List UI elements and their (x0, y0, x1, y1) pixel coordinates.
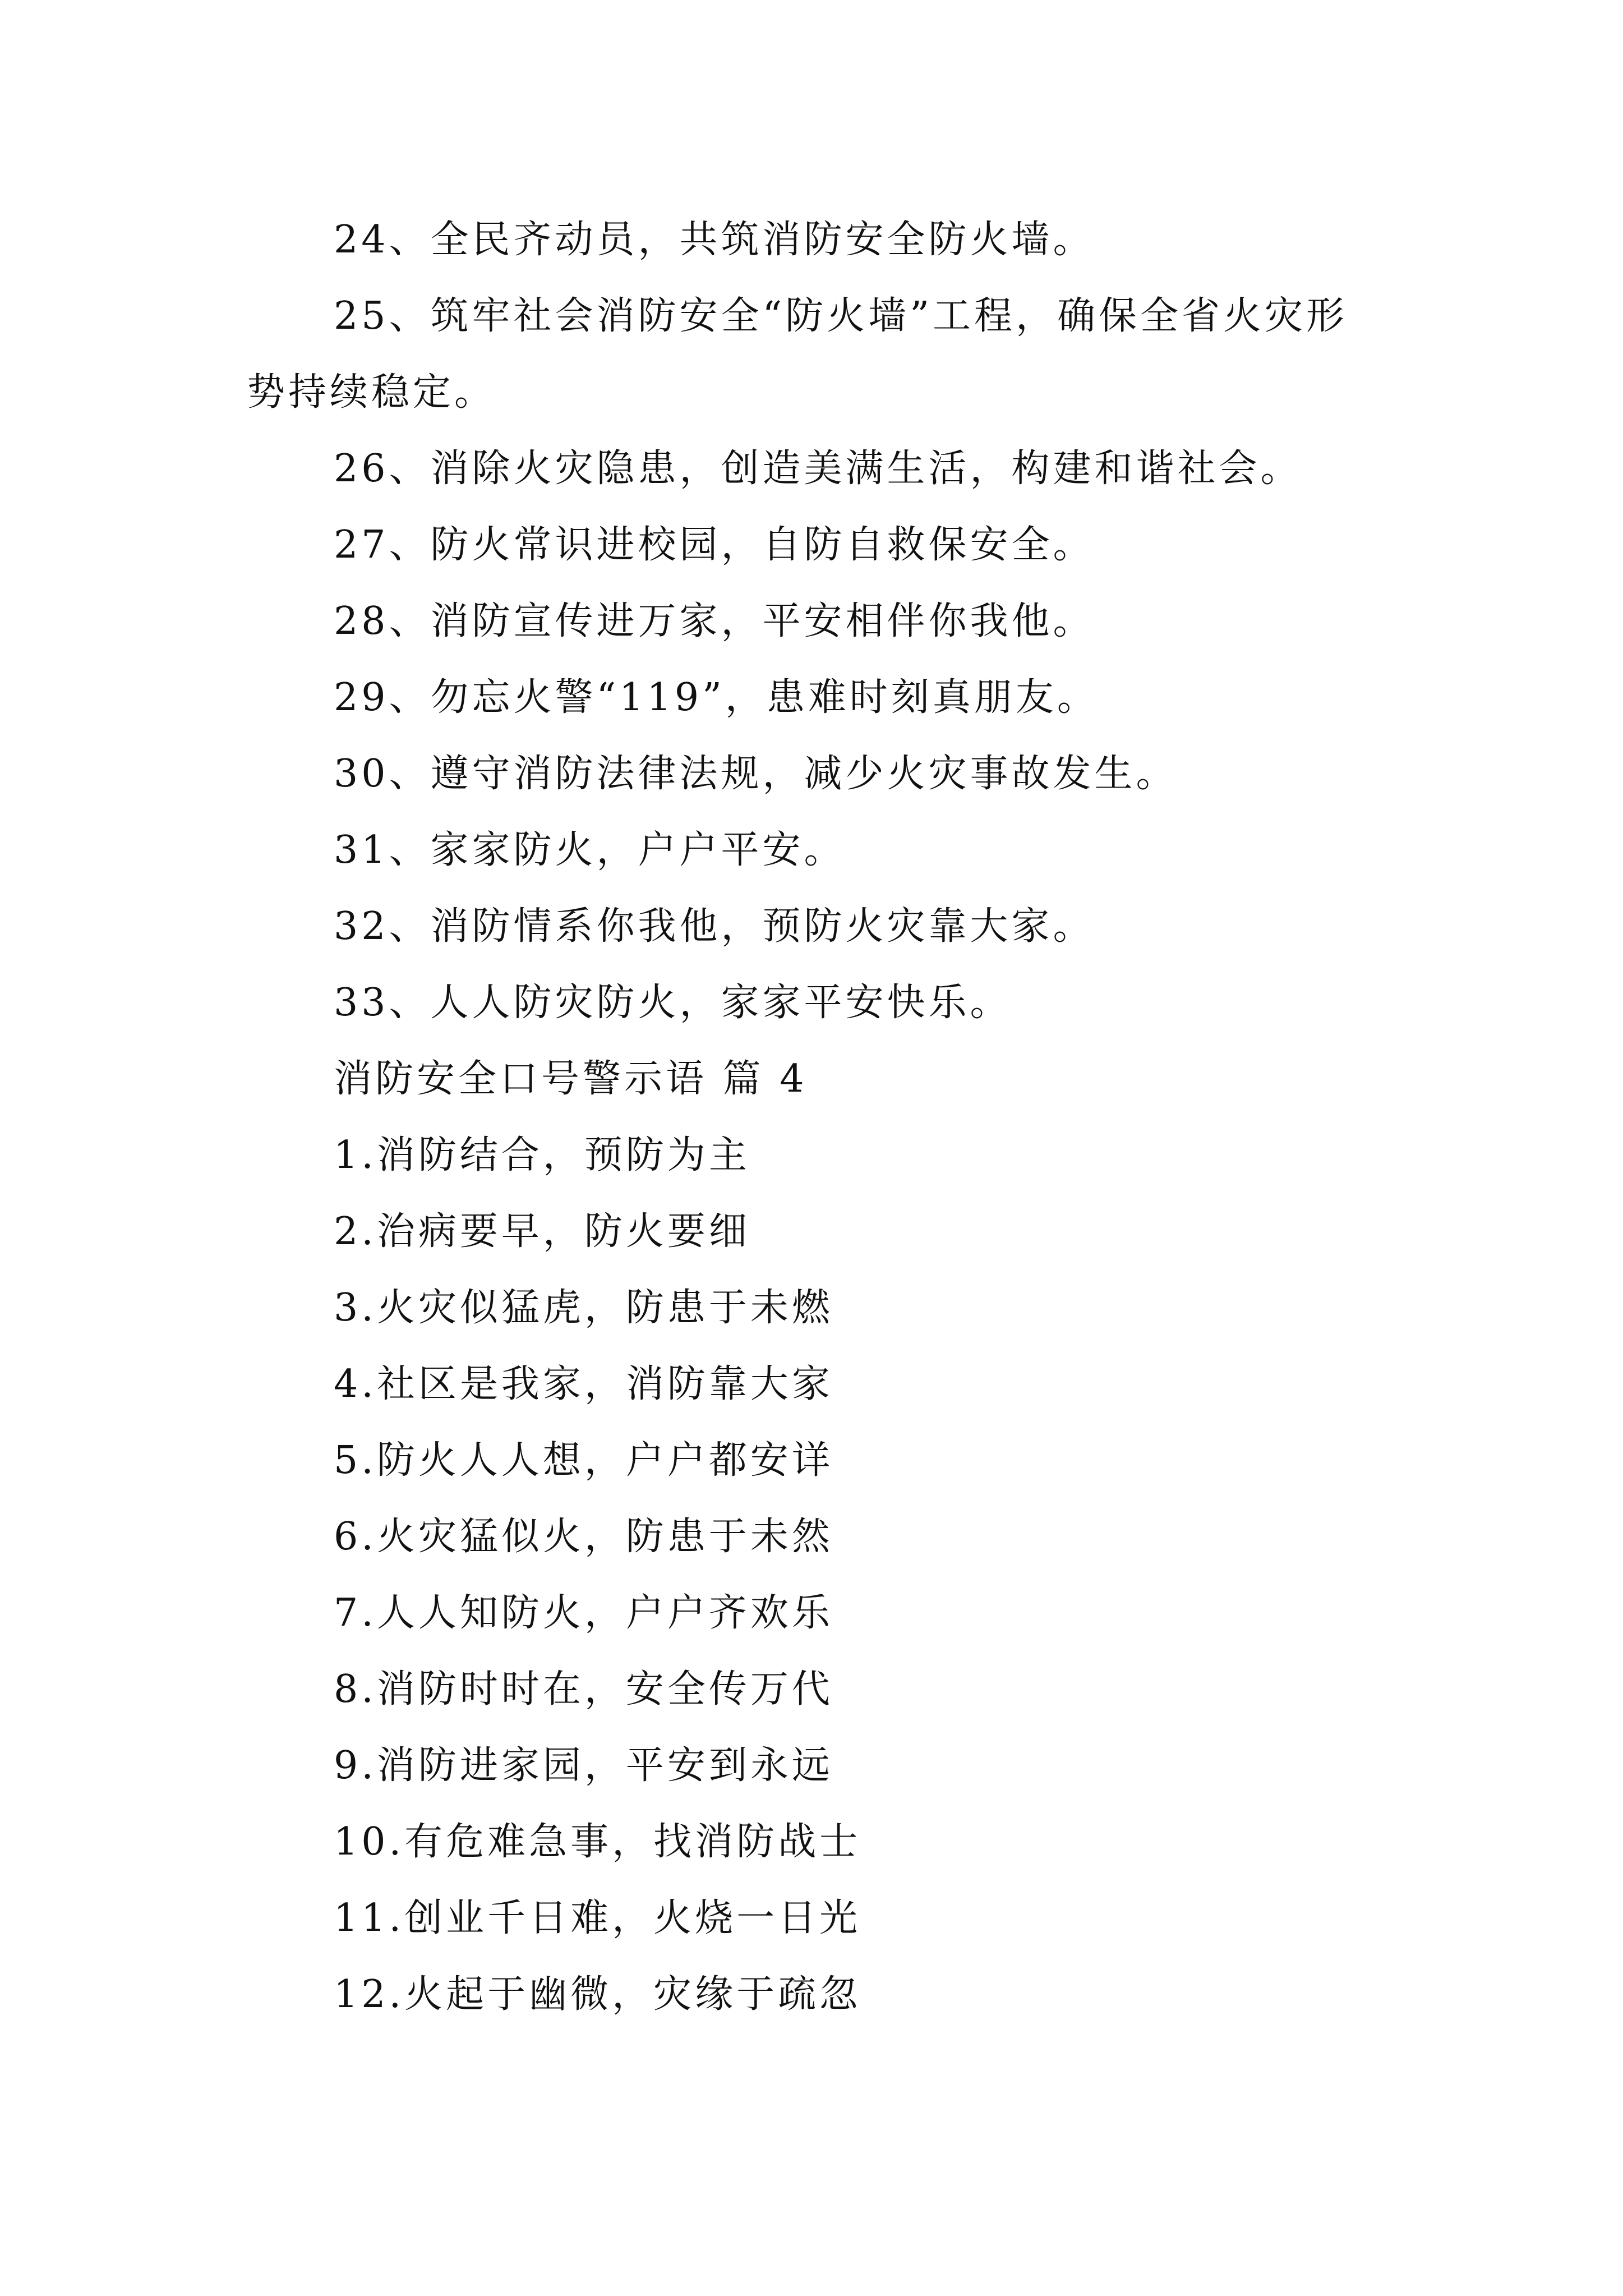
document-body (247, 202, 1391, 2033)
slogan-item: 5.防火人人想，户户都安详 (334, 1438, 833, 1483)
slogan-item: 26、消除火灾隐患，创造美满生活，构建和谐社会。 (334, 447, 1302, 491)
slogan-item: 25、筑牢社会消防安全“防火墙”工程，确保全省火灾形势持续稳定。 (247, 294, 1348, 415)
slogan-item: 29、勿忘火警“119”，患难时刻真朋友。 (334, 675, 1099, 720)
slogan-item: 33、人人防灾防火，家家平安快乐。 (334, 981, 1012, 1025)
slogan-item: 9.消防进家园，平安到永远 (334, 1743, 833, 1788)
slogan-item: 32、消防情系你我他，预防火灾靠大家。 (334, 904, 1095, 949)
slogan-item: 2.治病要早，防火要细 (334, 1209, 750, 1254)
slogan-item: 28、消防宣传进万家，平安相伴你我他。 (334, 599, 1095, 643)
slogan-item: 30、遵守消防法律法规，减少火灾事故发生。 (334, 752, 1178, 796)
slogan-item: 4.社区是我家，消防靠大家 (334, 1362, 833, 1406)
slogan-item: 31、家家防火，户户平安。 (334, 828, 846, 872)
slogan-item: 11.创业千日难，火烧一日光 (334, 1896, 861, 1940)
slogan-item: 24、全民齐动员，共筑消防安全防火墙。 (334, 218, 1095, 262)
slogan-item: 1.消防结合，预防为主 (334, 1133, 750, 1177)
slogan-item: 27、防火常识进校园，自防自救保安全。 (334, 523, 1095, 567)
slogan-item: 12.火起于幽微，灾缘于疏忽 (334, 1972, 861, 2017)
slogan-item: 10.有危难急事，找消防战士 (334, 1820, 861, 1864)
slogan-item: 3.火灾似猛虎，防患于未燃 (334, 1286, 833, 1330)
section-heading: 消防安全口号警示语 篇 4 (334, 1057, 808, 1101)
slogan-item: 6.火灾猛似火，防患于未然 (334, 1515, 833, 1559)
slogan-item: 8.消防时时在，安全传万代 (334, 1667, 833, 1711)
slogan-item: 7.人人知防火，户户齐欢乐 (334, 1591, 833, 1635)
